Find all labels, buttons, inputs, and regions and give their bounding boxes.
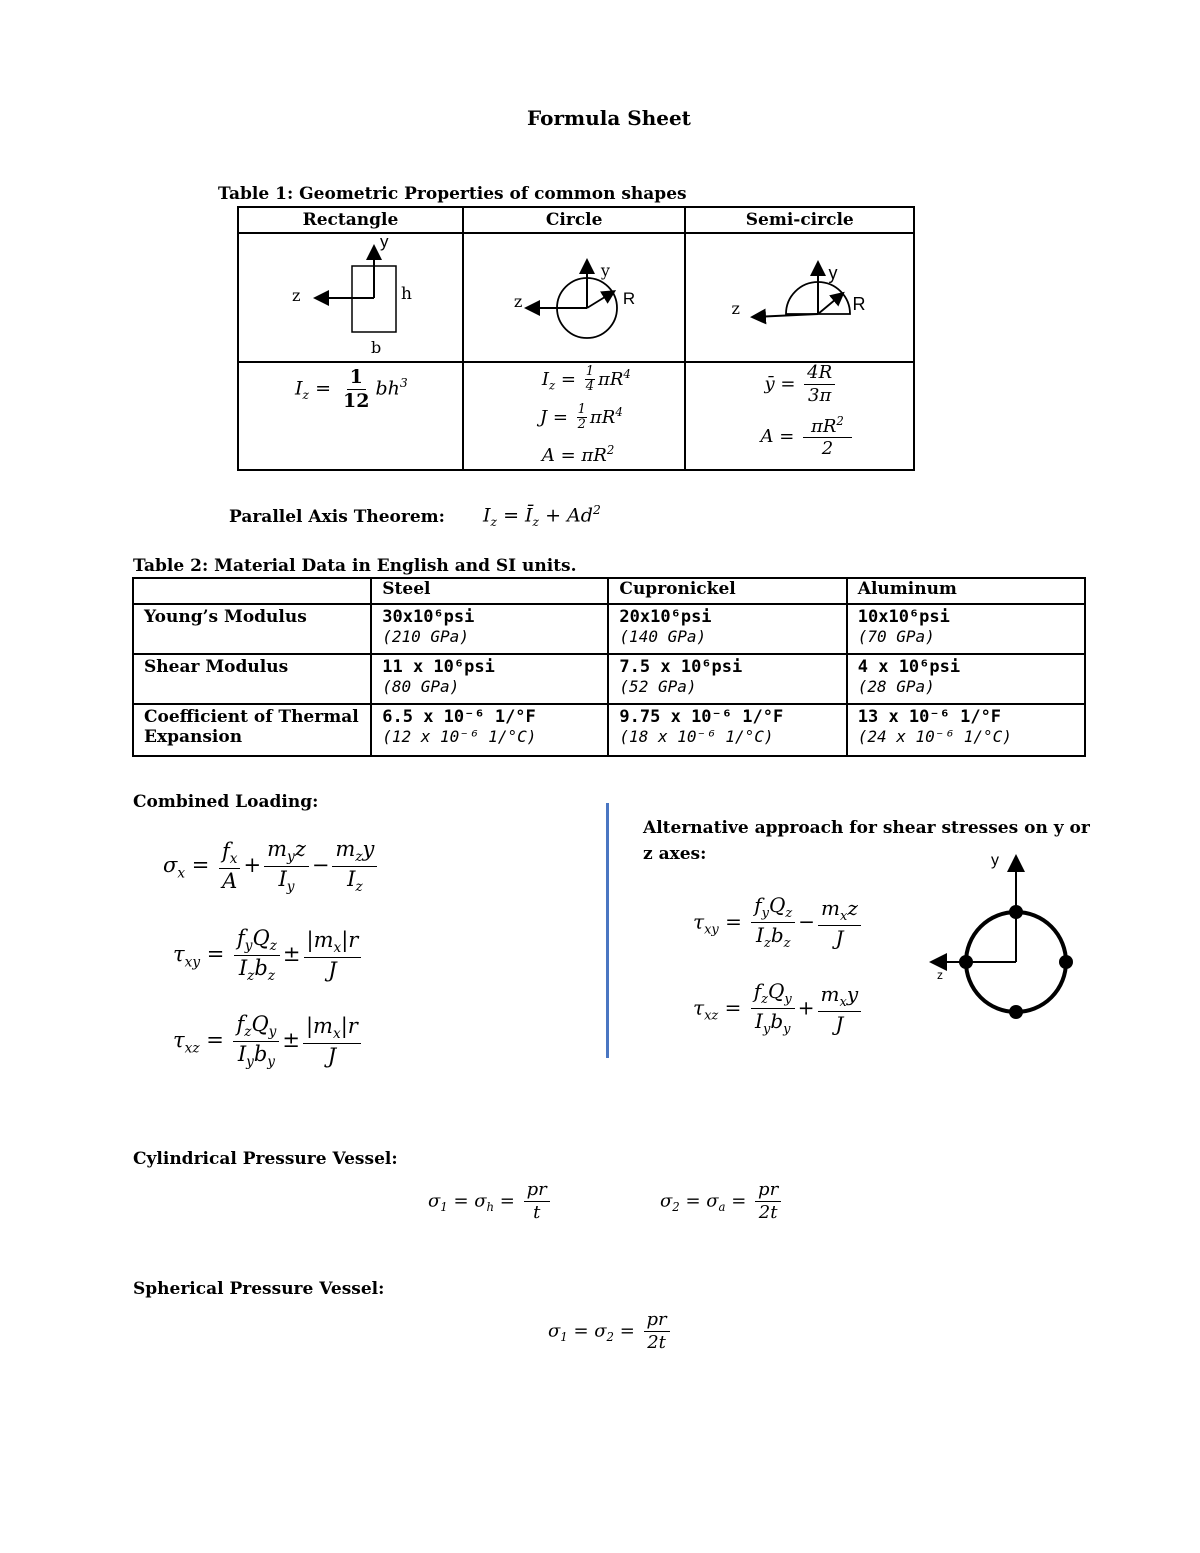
parallel-axis-label: Parallel Axis Theorem: [229,507,445,527]
cell-english: 9.75 x 10⁻⁶ 1/°F [619,707,784,727]
rectangle-diagram [239,234,461,361]
semicircle-diagram [686,234,914,361]
alt-tau-xz-formula: $\tau_{xz}$ = $\frac{f_zQ_y}{I_yb_y}$ + $\frac{m_xy}{J}$ [693,980,864,1038]
semicircle-r-label: R [852,294,866,314]
circle-figure-cell [463,233,686,362]
semicircle-z-label: z [731,299,740,318]
rect-y-label: y [380,232,389,251]
rectangle-moment-of-inertia: $I_z$ = $\frac{1}{12}$ $bh^3$ [295,366,408,412]
semicircle-y-label: y [828,263,838,283]
cell-english: 30x10⁶psi [382,607,475,627]
cell-english: 4 x 10⁶psi [857,657,961,677]
cell-english: 11 x 10⁶psi [382,657,495,677]
geometric-properties-table [237,206,915,471]
col-cupronickel: Cupronickel [608,578,846,604]
page-title: Formula Sheet [527,106,691,130]
row-label: Coefficient of Thermal Expansion [133,704,371,756]
spherical-heading: Spherical Pressure Vessel: [133,1279,385,1299]
cell-si: (210 GPa) [382,627,469,646]
row-label: Shear Modulus [133,654,371,704]
alt-fig-y-label: y [991,852,999,869]
table-row [133,604,1085,654]
header-rectangle: Rectangle [238,207,463,233]
tau-xy-formula: $\tau_{xy}$ = $\frac{f_yQ_z}{I_zb_z}$ ± $\frac{|m_x|r}{J}$ [173,927,364,984]
sigma-x-formula: $\sigma_x$ = $\frac{f_x}{A}$ + $\frac{m_yz}{I_y}$ − $\frac{m_zy}{I_z}$ [163,838,380,895]
shear-circle-diagram [925,850,1085,1030]
cylindrical-axial-formula: $\sigma_2 = \sigma_a$ = $\frac{pr}{2t}$ [660,1180,784,1223]
cell-si: (12 x 10⁻⁶ 1/°C) [382,727,537,746]
rectangle-formula-cell [238,362,463,470]
cylindrical-heading: Cylindrical Pressure Vessel: [133,1149,398,1169]
col-steel: Steel [371,578,608,604]
col-aluminum: Aluminum [847,578,1085,604]
circle-r-label: R [622,289,636,308]
cell-si: (140 GPa) [619,627,707,646]
cell-si: (70 GPa) [857,627,935,646]
table2-caption: Table 2: Material Data in English and SI units. [133,556,577,576]
circle-y-label: y [600,261,610,280]
circle-area: $A = \pi R^2$ [541,443,615,466]
spherical-formula: $\sigma_1 = \sigma_2$ = $\frac{pr}{2t}$ [548,1310,673,1353]
material-data-table [132,577,1086,757]
table-row [133,654,1085,704]
cell-english: 7.5 x 10⁶psi [619,657,743,677]
row-label: Young’s Modulus [133,604,371,654]
semicircle-figure-cell [685,233,914,362]
circle-polar-moment: J = $\frac{1}{2}$ $\pi R^4$ [539,402,623,433]
rectangle-figure-cell [238,233,463,362]
cell-si: (80 GPa) [382,677,460,696]
circle-diagram [464,234,686,361]
cell-english: 10x10⁶psi [857,607,950,627]
tau-xz-formula: $\tau_{xz}$ = $\frac{f_zQ_y}{I_yb_y}$ ± $\frac{|m_x|r}{J}$ [173,1013,364,1070]
circle-formula-cell [463,362,686,470]
circle-z-label: z [513,292,523,311]
semicircle-area: A = $\frac{\pi R^2}{2}$ [760,415,854,459]
cell-english: 20x10⁶psi [619,607,712,627]
rect-h-label: h [401,284,412,304]
alt-tau-xy-formula: $\tau_{xy}$ = $\frac{f_yQ_z}{I_zb_z}$ − $\frac{m_xz}{J}$ [693,894,864,952]
circle-moment-of-inertia: $I_z$ = $\frac{1}{4}$ $\pi R^4$ [541,364,631,395]
cell-si: (52 GPa) [619,677,697,696]
cylindrical-hoop-formula: $\sigma_1 = \sigma_h$ = $\frac{pr}{t}$ [428,1180,553,1223]
parallel-axis-formula: $I_z$ = $Ī_z + Ad^2$ [483,503,601,530]
cell-si: (28 GPa) [857,677,935,696]
alternative-heading-line2: z axes: [643,844,707,864]
rect-b-label: b [371,338,382,357]
header-semicircle: Semi-circle [685,207,914,233]
table1-caption: Table 1: Geometric Properties of common shapes [218,184,687,204]
rect-z-label: z [292,286,301,305]
semicircle-formula-cell [685,362,914,470]
semicircle-centroid: ȳ = $\frac{4R}{3\pi}$ [764,363,838,406]
alternative-heading-line1: Alternative approach for shear stresses on y or [643,818,1090,838]
header-circle: Circle [463,207,686,233]
combined-loading-heading: Combined Loading: [133,792,319,812]
cell-si: (24 x 10⁻⁶ 1/°C) [857,727,1012,746]
table-row [133,704,1085,756]
cell-si: (18 x 10⁻⁶ 1/°C) [619,727,774,746]
alt-fig-z-label: z [937,968,943,982]
section-divider [606,803,609,1058]
col-blank [133,578,371,604]
cell-english: 13 x 10⁻⁶ 1/°F [857,707,1002,727]
cell-english: 6.5 x 10⁻⁶ 1/°F [382,707,536,727]
